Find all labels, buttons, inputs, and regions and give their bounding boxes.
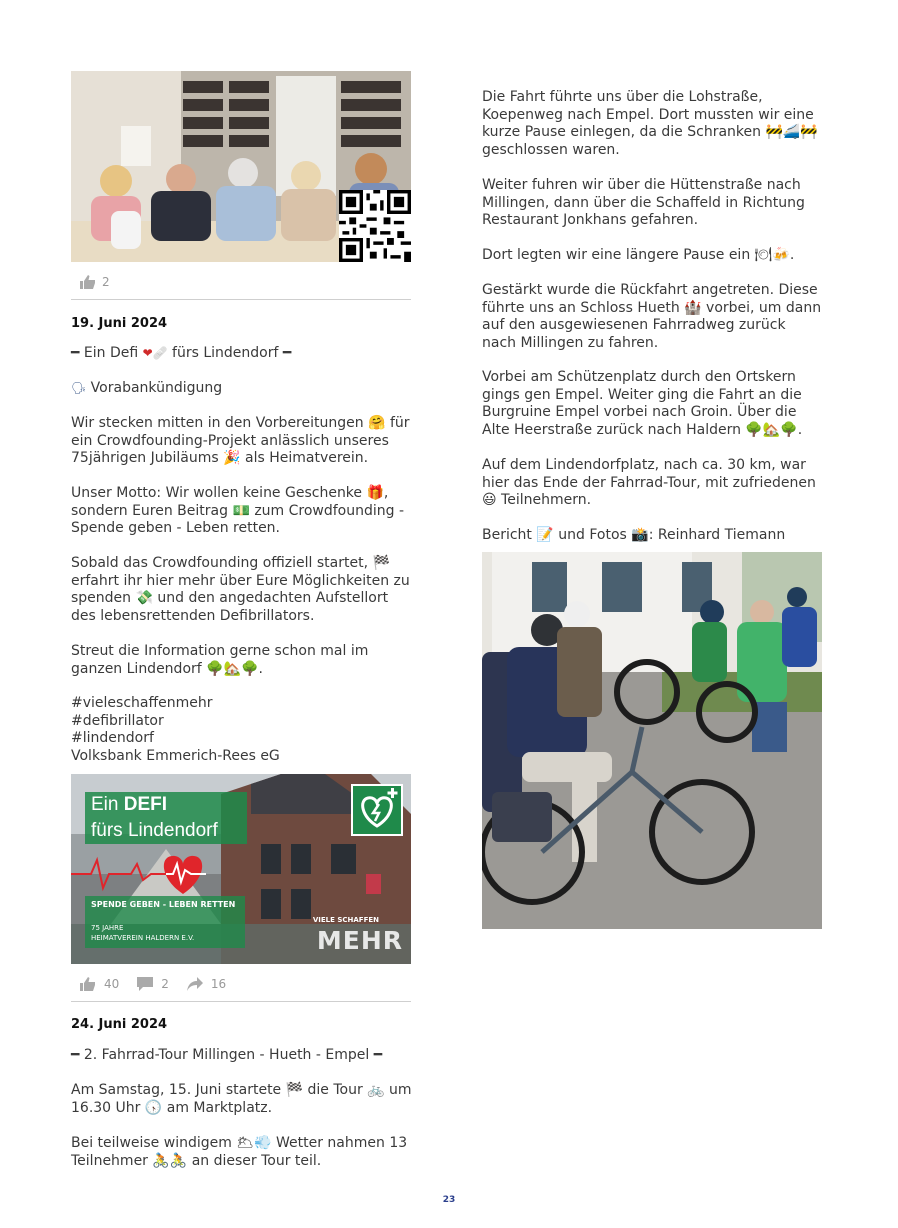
- viele-schaffen-text: VIELE SCHAFFEN: [312, 916, 379, 924]
- post-paragraph: Die Fahrt führte uns über die Lohstraße, Koepenweg nach Empel. Dort mussten wir eine kurze Pause einlegen, da die Schranken 🚧🚄🚧 geschlossen waren.: [482, 89, 818, 158]
- post-date: 19. Juni 2024: [71, 316, 168, 331]
- banner-title-line1: Ein DEFI: [91, 794, 168, 815]
- post-paragraph: Vorbei am Schützenplatz durch den Ortskern gings gen Empel. Weiter ging die Fahrt an die Burgruine Empel vorbei nach Groin. Über die Alte Heerstraße zurück nach Haldern 🌳🏡🌳.: [482, 369, 803, 438]
- reactions-bar: [80, 977, 226, 991]
- qr-code-icon: [339, 190, 411, 262]
- cyclists-photo: [482, 552, 822, 929]
- like-count: 40: [104, 977, 120, 991]
- meeting-photo: [71, 71, 411, 262]
- post-paragraph: Unser Motto: Wir wollen keine Geschenke 🎁, sondern Euren Beitrag 💵 zum Crowdfounding - Spende geben - Leben retten.: [71, 485, 405, 537]
- banner-slogan: SPENDE GEBEN - LEBEN RETTEN: [91, 900, 236, 909]
- page-mention[interactable]: Volksbank Emmerich-Rees eG: [71, 747, 280, 764]
- mehr-text: MEHR: [316, 926, 403, 955]
- reactions-bar: [80, 275, 110, 289]
- post-paragraph: Sobald das Crowdfounding offiziell startet, 🏁 erfahrt ihr hier mehr über Eure Möglichkeiten zu spenden 💸 und den angedachten Aufstellort des lebensrettenden Defibrillators.: [71, 555, 410, 624]
- thumbs-up-icon[interactable]: [80, 977, 96, 991]
- speaking-head-icon: 🗣: [71, 381, 87, 395]
- share-icon[interactable]: [187, 977, 203, 991]
- hashtag[interactable]: #lindendorf: [71, 730, 154, 747]
- post-paragraph: Streut die Information gerne schon mal im ganzen Lindendorf 🌳🏡🌳.: [71, 643, 369, 677]
- post-credit: Bericht 📝 und Fotos 📸: Reinhard Tiemann: [482, 527, 786, 543]
- defi-banner-image: [71, 774, 411, 964]
- divider: [71, 299, 411, 300]
- post-paragraph: Gestärkt wurde die Rückfahrt angetreten. Diese führte uns an Schloss Hueth 🏰 vorbei, um dann auf den ausgewiesenen Fahrradweg zurück nach Millingen zu fahren.: [482, 282, 822, 351]
- post-date: 24. Juni 2024: [71, 1017, 168, 1032]
- comment-icon[interactable]: [137, 977, 153, 991]
- defi-logo-icon: [351, 784, 403, 836]
- comment-count: 2: [161, 977, 169, 991]
- banner-years: 75 JAHRE: [91, 924, 124, 932]
- banner-title-line2: fürs Lindendorf: [91, 820, 218, 841]
- post-paragraph: Dort legten wir eine längere Pause ein 🍽🍻.: [482, 247, 795, 263]
- post-paragraph: Am Samstag, 15. Juni startete 🏁 die Tour 🚲 um 16.30 Uhr 🕟 am Marktplatz.: [71, 1082, 412, 1116]
- post-paragraph: Wir stecken mitten in den Vorbereitungen 🤗 für ein Crowdfounding-Projekt anlässlich unseres 75jährigen Jubiläums 🎉 als Heimatverein.: [71, 415, 410, 467]
- like-count: 2: [102, 275, 110, 289]
- share-count: 16: [210, 977, 227, 991]
- hashtag[interactable]: #defibrillator: [71, 712, 164, 729]
- hashtag[interactable]: #vieleschaffenmehr: [71, 695, 213, 711]
- thumbs-up-icon[interactable]: [80, 275, 96, 289]
- post-title: ━ 2. Fahrrad-Tour Millingen - Hueth - Empel ━: [71, 1047, 383, 1063]
- announcement: 🗣 Vorabankündigung: [71, 380, 223, 396]
- post-title: ━ Ein Defi ❤🩹 fürs Lindendorf ━: [71, 345, 292, 361]
- heart-bandage-icon: ❤🩹: [142, 346, 168, 360]
- post-paragraph: Auf dem Lindendorfplatz, nach ca. 30 km, war hier das Ende der Fahrrad-Tour, mit zufriedenen 😃 Teilnehmern.: [482, 457, 816, 509]
- divider: [71, 1001, 411, 1002]
- hashtag-list: [71, 695, 416, 765]
- heartbeat-heart-icon: [71, 850, 221, 902]
- page-number: 23: [442, 1195, 456, 1205]
- post-paragraph: Bei teilweise windigem 🌥💨 Wetter nahmen 13 Teilnehmer 🚴🚴 an dieser Tour teil.: [71, 1135, 408, 1169]
- post-paragraph: Weiter fuhren wir über die Hüttenstraße nach Millingen, dann über die Schaffeld in Richtung Restaurant Jonkhans gefahren.: [482, 177, 805, 229]
- banner-club: HEIMATVEREIN HALDERN E.V.: [91, 934, 195, 942]
